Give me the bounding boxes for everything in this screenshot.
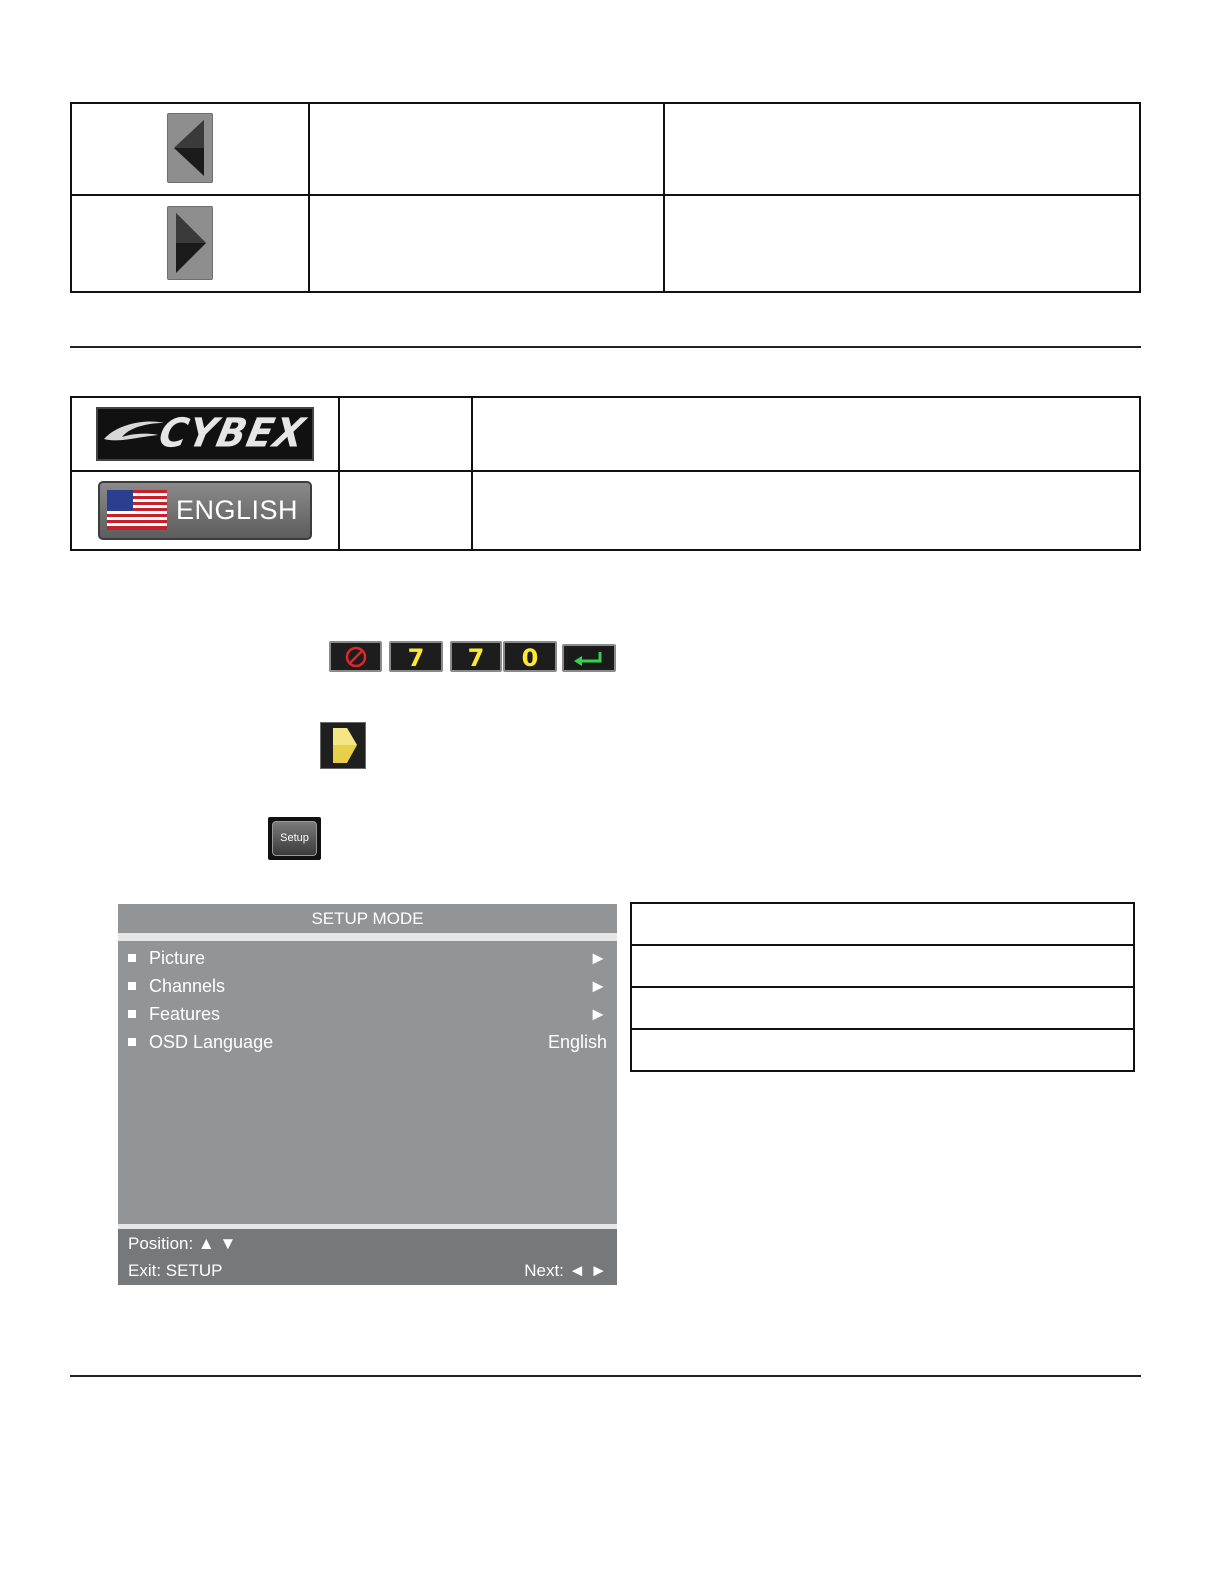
table-row — [71, 195, 1140, 292]
osd-menu-item-features[interactable]: Features ► — [118, 1000, 617, 1028]
table-row — [71, 103, 1140, 195]
enter-key[interactable] — [562, 644, 616, 672]
osd-menu-item-osd-language[interactable]: OSD Language English — [118, 1028, 617, 1056]
table-row — [631, 987, 1134, 1029]
bullet-icon — [128, 954, 136, 962]
table-row — [631, 1029, 1134, 1071]
osd-exit-hint: Exit: SETUP — [128, 1261, 223, 1280]
table-row — [71, 397, 1140, 471]
right-arrow-icon: ► — [589, 1004, 607, 1024]
next-arrow-button[interactable] — [167, 206, 213, 280]
setup-button[interactable] — [268, 817, 321, 860]
section-divider — [70, 1375, 1141, 1377]
setup-mode-screen — [118, 904, 617, 1285]
cybex-logo-button[interactable] — [96, 407, 314, 461]
right-arrow-icon: ► — [589, 976, 607, 996]
yellow-right-arrow-icon — [321, 723, 365, 768]
right-arrow-icon — [168, 207, 212, 279]
table-row — [631, 903, 1134, 945]
table-row — [631, 945, 1134, 987]
cancel-key[interactable] — [329, 641, 382, 672]
cancel-icon — [331, 643, 380, 670]
yellow-next-button[interactable] — [320, 722, 366, 769]
table-row — [71, 471, 1140, 550]
digit-key[interactable]: 7 — [450, 641, 502, 672]
osd-footer — [118, 1229, 617, 1285]
bullet-icon — [128, 1010, 136, 1018]
us-flag-icon — [107, 490, 167, 530]
language-label: ENGLISH — [176, 495, 299, 525]
osd-title: SETUP MODE — [118, 904, 617, 933]
setup-button-label: Setup — [280, 832, 309, 844]
previous-arrow-button[interactable] — [167, 113, 213, 183]
left-arrow-icon — [168, 114, 212, 182]
digit-key[interactable]: 0 — [503, 641, 557, 672]
osd-next-hint: Next: ◄ ► — [524, 1261, 607, 1280]
digit-key[interactable]: 7 — [389, 641, 443, 672]
language-button[interactable] — [98, 481, 312, 540]
arrow-buttons-table — [70, 102, 1141, 293]
section-divider — [70, 346, 1141, 348]
enter-icon — [564, 646, 614, 670]
osd-menu — [118, 941, 617, 1224]
cybex-logo-text: CYBEX — [155, 409, 310, 457]
osd-menu-item-picture[interactable]: Picture ► — [118, 944, 617, 972]
right-arrow-icon: ► — [589, 948, 607, 968]
bullet-icon — [128, 1038, 136, 1046]
osd-menu-item-channels[interactable]: Channels ► — [118, 972, 617, 1000]
osd-position-hint: Position: ▲ ▼ — [128, 1234, 237, 1253]
osd-language-value: English — [547, 1032, 607, 1052]
setup-description-table — [630, 902, 1135, 1072]
bullet-icon — [128, 982, 136, 990]
logo-language-table — [70, 396, 1141, 551]
